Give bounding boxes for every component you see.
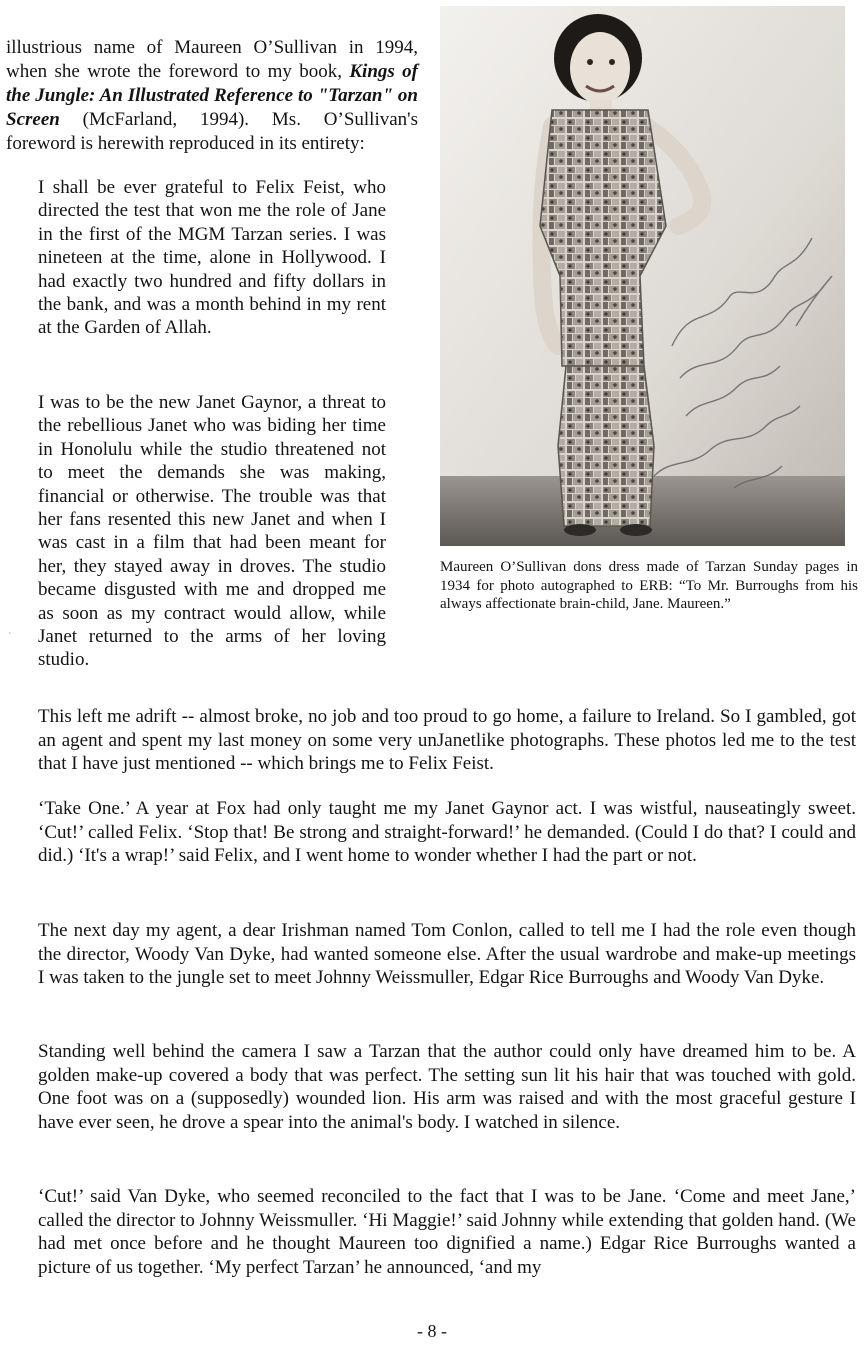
photo: [440, 6, 845, 546]
intro-suffix: (McFarland, 1994). Ms. O’Sullivan's foreword is herewith reproduced in its entirety:: [6, 109, 418, 154]
body-paragraph-4: Standing well behind the camera I saw a Tarzan that the author could only have dreamed him to be. A golden make-up covered a body that was perfect. The setting sun lit his hair that was touched with gold. One foot was on a (supposedly) wounded lion. His arm was raised and with the most graceful gesture I have ever seen, he drove a spear into the animal's body. I watched in silence.: [38, 1041, 856, 1133]
body-paragraph-3: The next day my agent, a dear Irishman named Tom Conlon, called to tell me I had the role even though the director, Woody Van Dyke, had wanted someone else. After the usual wardrobe and make-up meetings I was taken to the jungle set to meet Johnny Weissmuller, Edgar Rice Burroughs and Woody Van Dyke.: [38, 920, 856, 988]
intro-prefix: illustrious name of Maureen O’Sullivan in 1994, when she wrote the foreword to my book,: [6, 37, 418, 82]
quote-paragraph-2: I was to be the new Janet Gaynor, a threat to the rebellious Janet who was biding her time in Honolulu while the studio threatened not to meet the demands she was making, financial or otherwise. The trouble was that her fans resented this new Janet and when I was cast in a film that had been meant for her, they stayed away in droves. The studio became disgusted with me and dropped me as soon as my contract would allow, while Janet returned to the arms of her loving studio.: [38, 392, 386, 671]
body-paragraph-1: This left me adrift -- almost broke, no job and too proud to go home, a failure to Ireland. So I gambled, got an agent and spent my last money on some very unJanetlike photographs. These photos led me to the test that I have just mentioned -- which brings me to Felix Feist.: [38, 706, 856, 774]
photo-caption: Maureen O’Sullivan dons dress made of Tarzan Sunday pages in 1934 for photo autographed to ERB: “To Mr. Burroughs from his always affectionate brain-child, Jane. Maureen.”: [440, 559, 858, 612]
photo-illustration: [440, 6, 845, 546]
scan-speck: `: [8, 632, 12, 643]
quote-paragraph-1: I shall be ever grateful to Felix Feist, who directed the test that won me the role of Jane in the first of the MGM Tarzan series. I was nineteen at the time, alone in Hollywood. I had exactly two hundred and fifty dollars in the bank, and was a month behind in my rent at the Garden of Allah.: [38, 177, 386, 339]
body-paragraph-2: ‘Take One.’ A year at Fox had only taught me my Janet Gaynor act. I was wistful, nauseatingly sweet. ‘Cut!’ called Felix. ‘Stop that! Be strong and straight-forward!’ he demanded. (Could I do that? I could and did.) ‘It's a wrap!’ said Felix, and I went home to wonder whether I had the part or not.: [38, 798, 856, 866]
page-number: - 8 -: [417, 1321, 447, 1341]
intro-paragraph: [6, 36, 418, 156]
body-paragraph-5: ‘Cut!’ said Van Dyke, who seemed reconciled to the fact that I was to be Jane. ‘Come and meet Jane,’ called the director to Johnny Weissmuller. ‘Hi Maggie!’ said Johnny while extending that golden hand. (We had met once before and he thought Maureen too dignified a name.) Edgar Rice Burroughs wanted a picture of us together. ‘My perfect Tarzan’ he announced, ‘and my: [38, 1186, 856, 1278]
book-title: Kings of the Jungle: An Illustrated Reference to "Tarzan" on Screen: [6, 61, 418, 130]
